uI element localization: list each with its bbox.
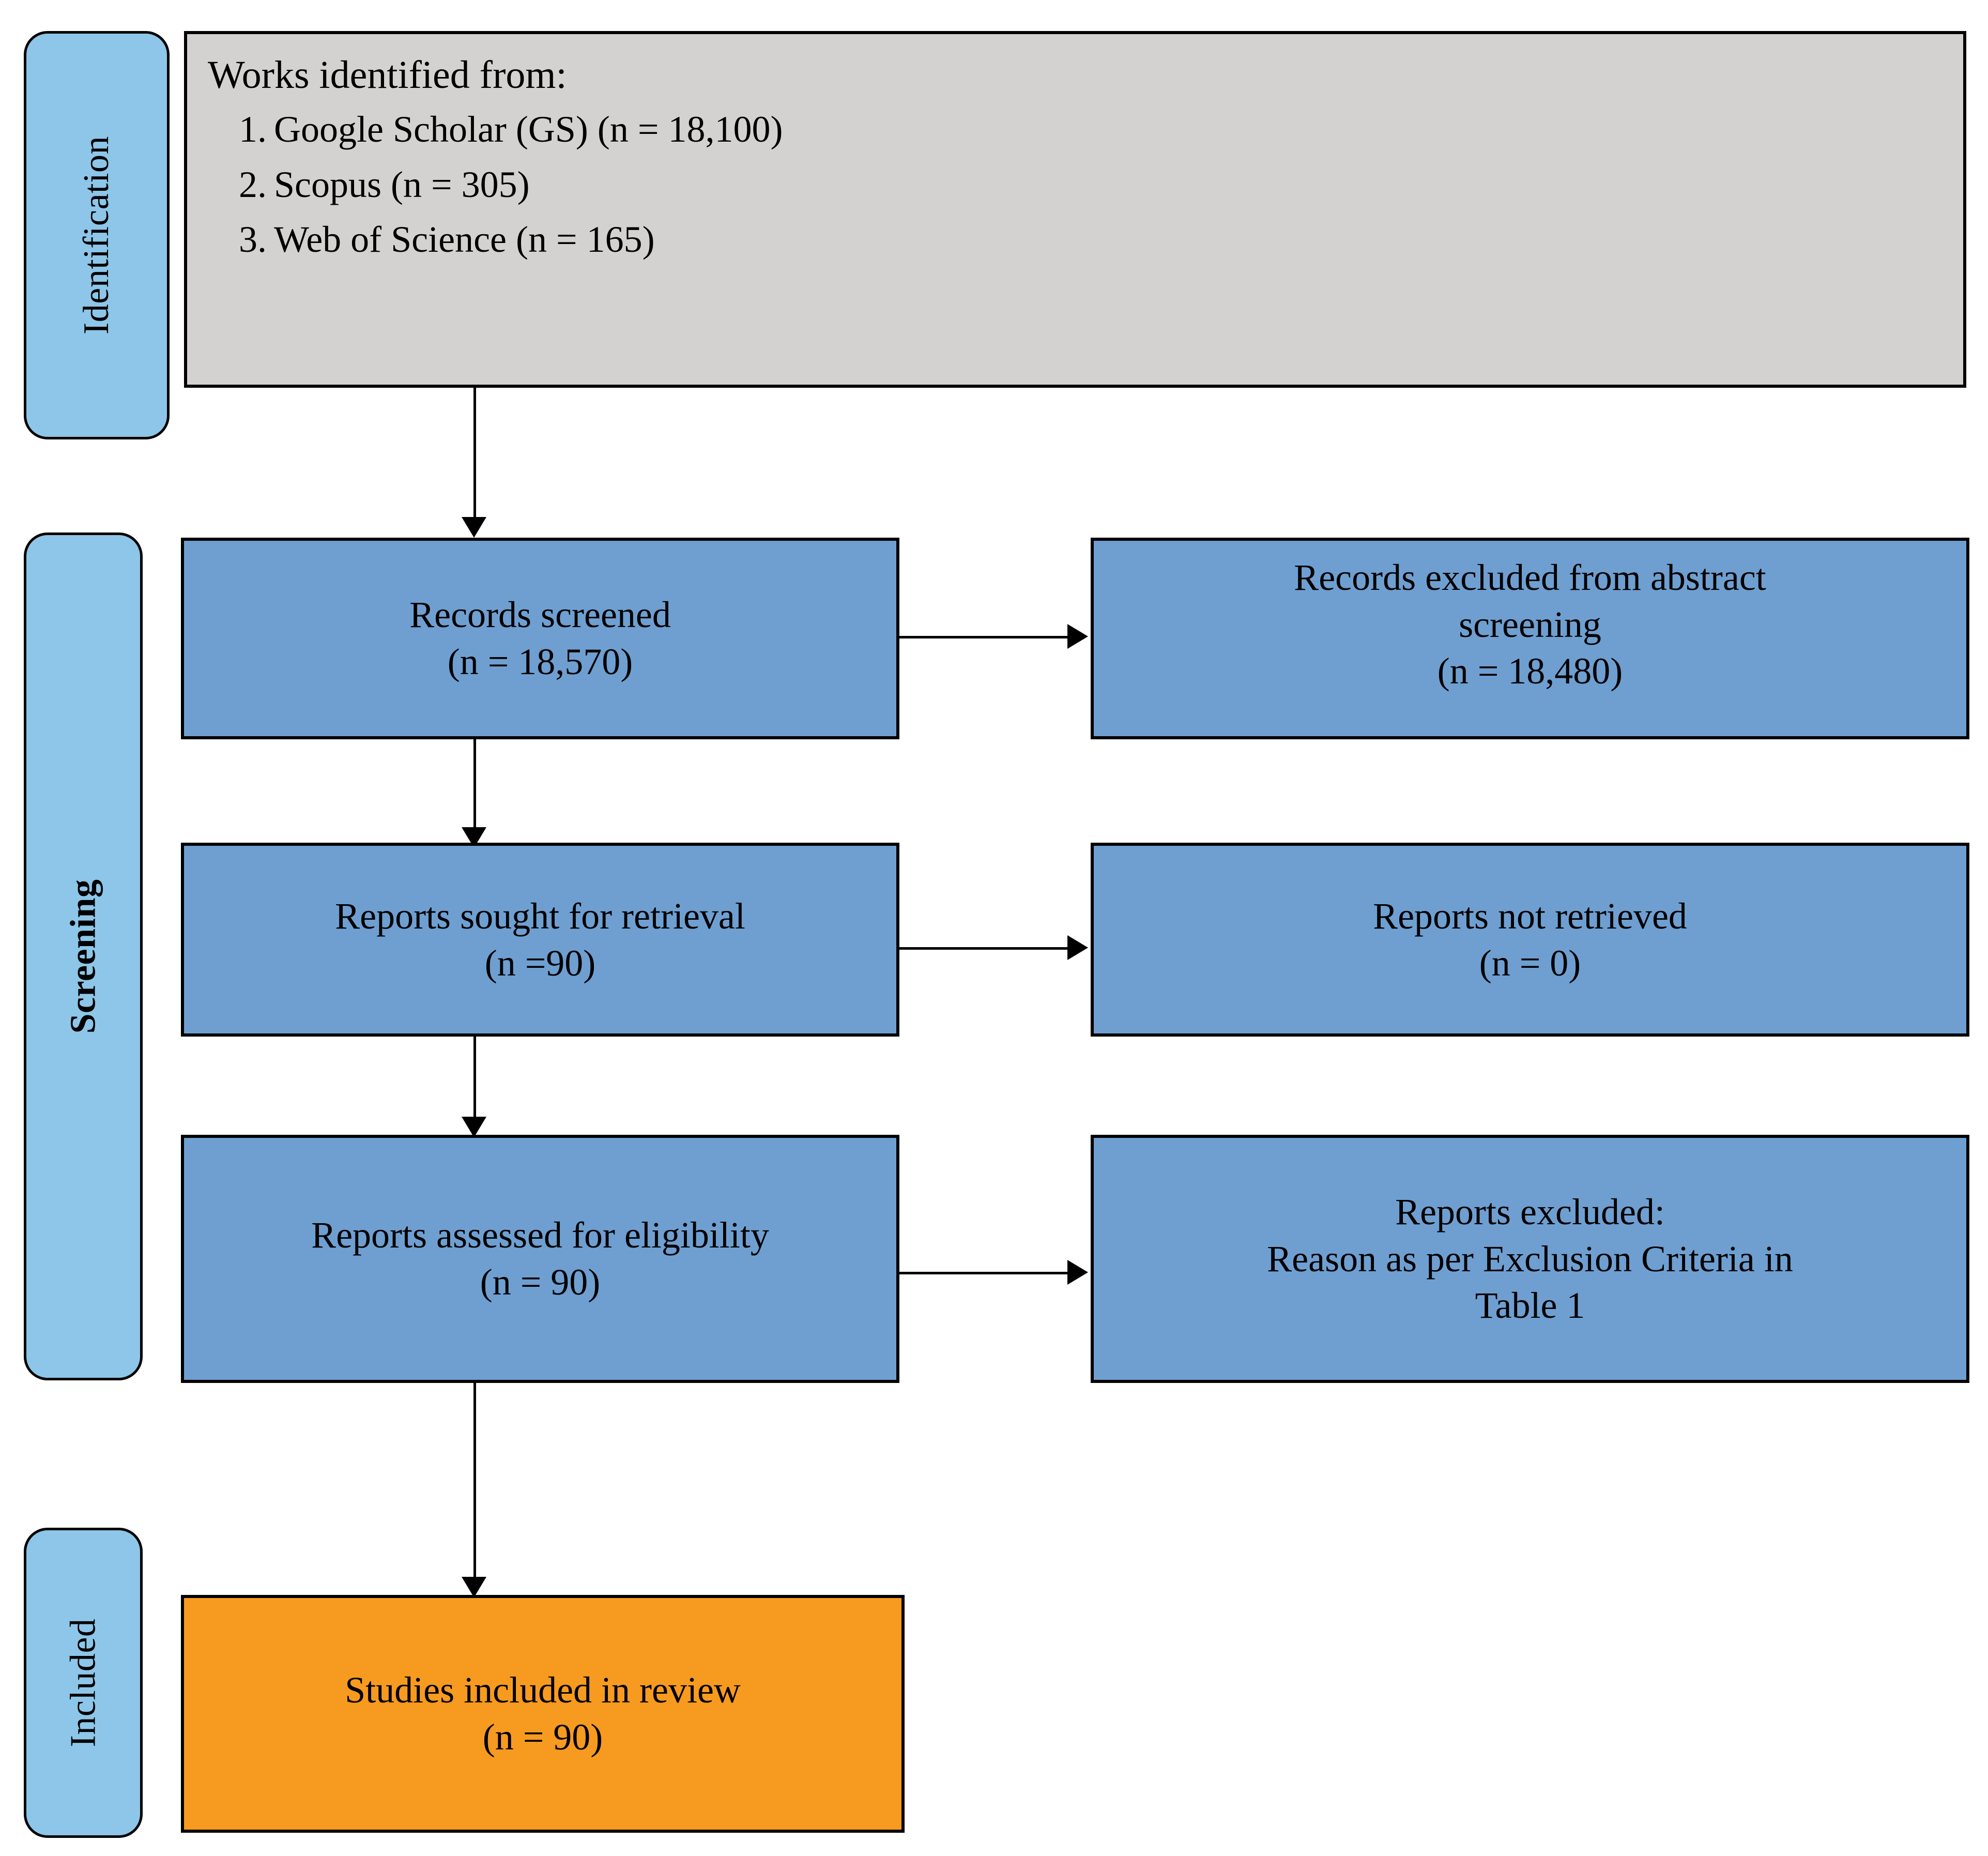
stage-label-screening bbox=[24, 533, 143, 1380]
reports-sought-line1: Reports sought for retrieval bbox=[335, 895, 745, 937]
records-excluded-line2: screening bbox=[1459, 603, 1601, 645]
records-screened-line1: Records screened bbox=[409, 594, 671, 636]
connector-assessed-to-included-line bbox=[473, 1383, 476, 1582]
stage-label-identification-text: Identification bbox=[77, 135, 117, 335]
source-text: Scopus (n = 305) bbox=[274, 163, 530, 205]
studies-included-line2: (n = 90) bbox=[482, 1716, 603, 1758]
connector-identified-to-screened-line bbox=[473, 388, 476, 522]
connector-sought-to-assessed-line bbox=[473, 1037, 476, 1122]
stage-label-included bbox=[24, 1528, 143, 1838]
box-records-excluded bbox=[1091, 538, 1969, 739]
connector-assessed-to-excluded-arrow bbox=[1067, 1260, 1088, 1285]
records-excluded-line3: (n = 18,480) bbox=[1437, 650, 1623, 692]
works-identified-title: Works identified from: bbox=[208, 53, 567, 97]
box-reports-assessed bbox=[181, 1135, 899, 1383]
records-screened-line2: (n = 18,570) bbox=[447, 641, 633, 682]
connector-screened-to-excluded-line bbox=[899, 636, 1070, 638]
reports-excluded-line3: Table 1 bbox=[1475, 1285, 1585, 1327]
list-item bbox=[208, 102, 1943, 157]
box-works-identified bbox=[184, 31, 1966, 388]
connector-screened-to-excluded-arrow bbox=[1067, 624, 1088, 649]
box-reports-not-retrieved bbox=[1091, 843, 1969, 1037]
connector-assessed-to-included-arrow bbox=[462, 1577, 486, 1598]
reports-assessed-line1: Reports assessed for eligibility bbox=[311, 1214, 769, 1256]
reports-sought-line2: (n =90) bbox=[484, 942, 596, 984]
source-number: 1. bbox=[239, 109, 267, 150]
box-studies-included bbox=[181, 1595, 905, 1833]
connector-assessed-to-excluded-line bbox=[899, 1272, 1070, 1274]
stage-label-included-text: Included bbox=[63, 1618, 103, 1747]
reports-not-retrieved-line2: (n = 0) bbox=[1479, 942, 1581, 984]
studies-included-line1: Studies included in review bbox=[345, 1669, 741, 1711]
connector-sought-to-notretrieved-arrow bbox=[1067, 935, 1088, 960]
connector-screened-to-sought-line bbox=[473, 739, 476, 832]
source-number: 2. bbox=[239, 163, 267, 205]
list-item bbox=[208, 157, 1943, 212]
source-number: 3. bbox=[239, 219, 267, 261]
source-text: Google Scholar (GS) (n = 18,100) bbox=[274, 109, 783, 150]
box-reports-sought bbox=[181, 843, 899, 1037]
source-text: Web of Science (n = 165) bbox=[274, 219, 655, 261]
connector-identified-to-screened-arrow bbox=[462, 517, 486, 538]
stage-label-identification bbox=[24, 31, 170, 439]
box-reports-excluded bbox=[1091, 1135, 1969, 1383]
list-item bbox=[208, 212, 1943, 267]
reports-not-retrieved-line1: Reports not retrieved bbox=[1373, 895, 1687, 937]
records-excluded-line1: Records excluded from abstract bbox=[1294, 557, 1766, 598]
reports-excluded-line2: Reason as per Exclusion Criteria in bbox=[1267, 1238, 1793, 1280]
connector-sought-to-assessed-arrow bbox=[462, 1117, 486, 1137]
reports-excluded-line1: Reports excluded: bbox=[1395, 1191, 1665, 1233]
stage-label-screening-text: Screening bbox=[63, 879, 103, 1034]
works-identified-source-list bbox=[208, 102, 1943, 267]
box-records-screened bbox=[181, 538, 899, 739]
connector-sought-to-notretrieved-line bbox=[899, 947, 1070, 950]
reports-assessed-line2: (n = 90) bbox=[480, 1261, 601, 1303]
